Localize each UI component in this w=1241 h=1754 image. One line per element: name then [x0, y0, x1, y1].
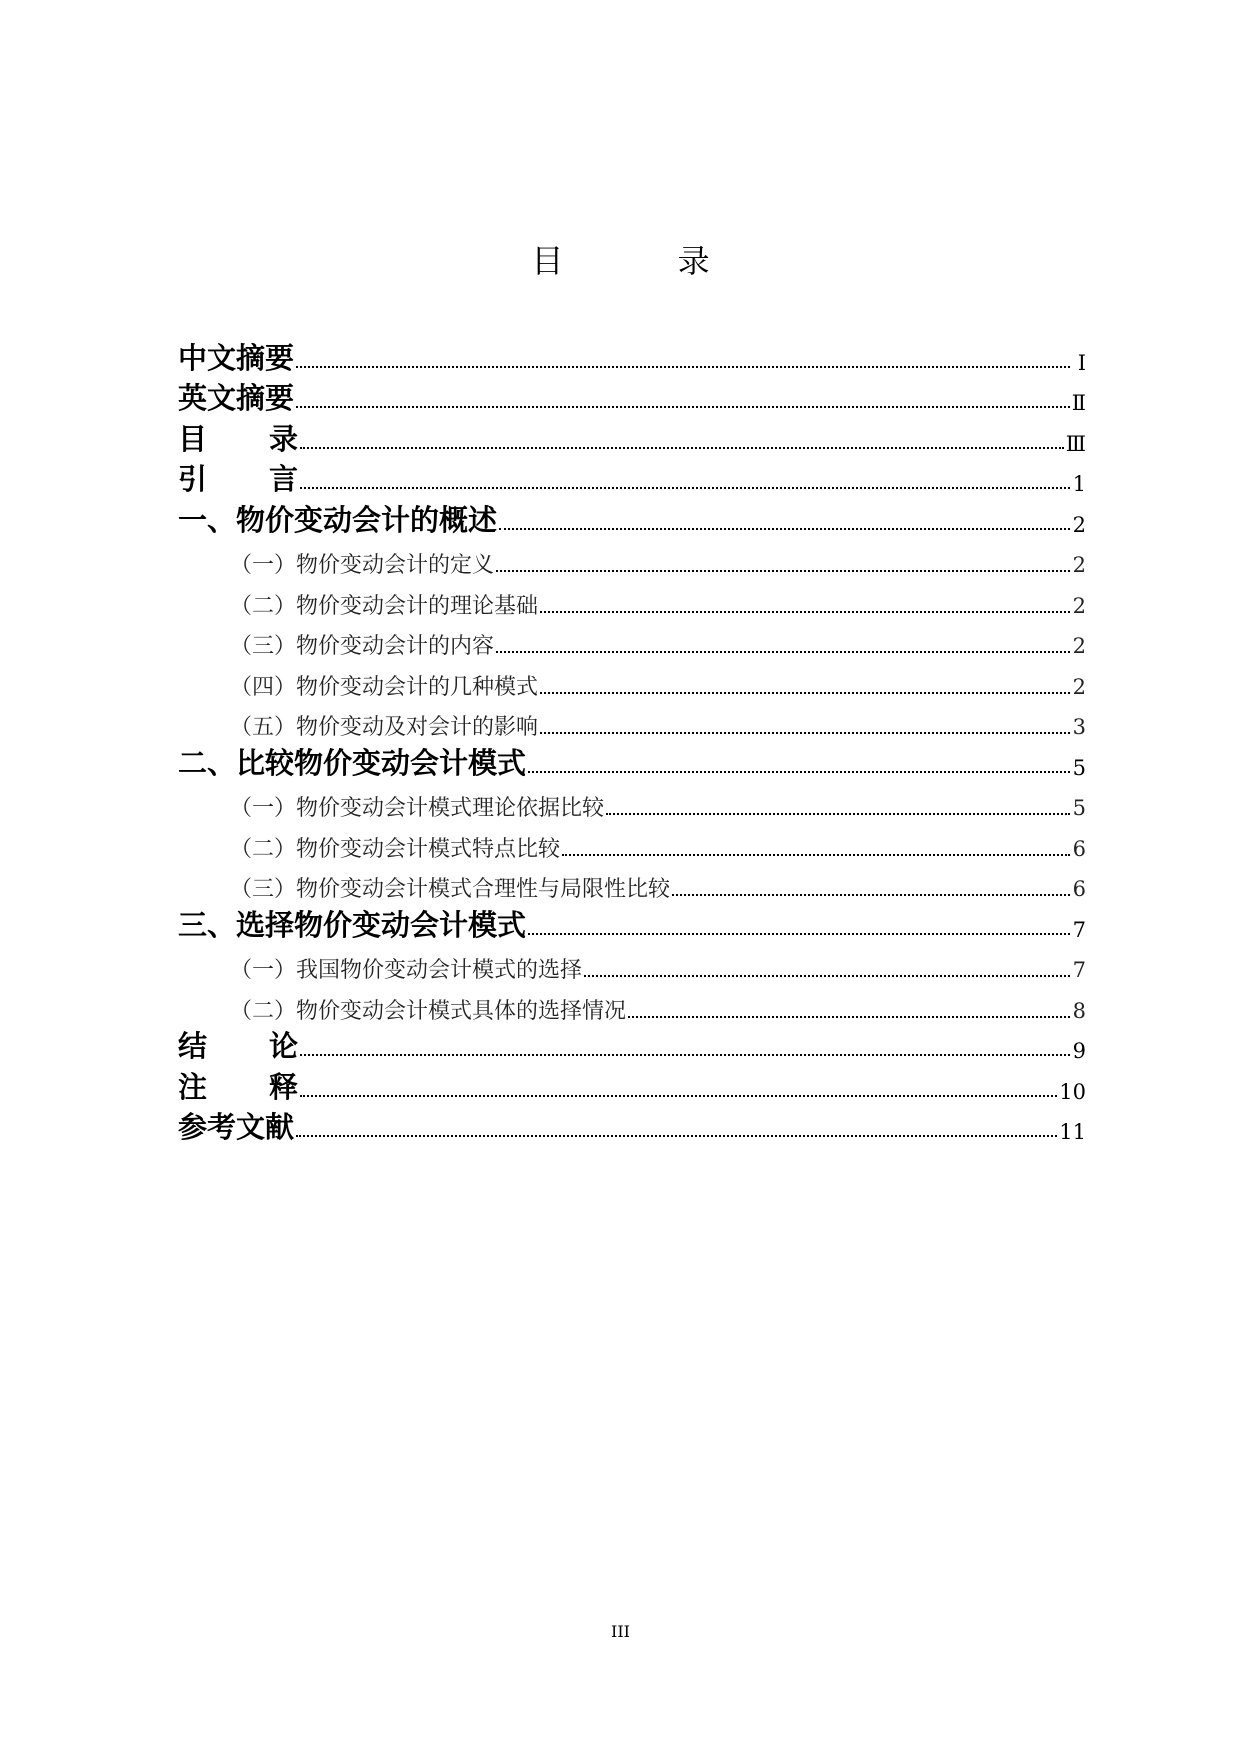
toc-entry-chapter[interactable]: [178, 498, 1086, 539]
toc-entry-label: 三、选择物价变动会计模式: [178, 907, 527, 942]
toc-entry-chapter[interactable]: [178, 417, 1086, 458]
toc-entry-label: 目 录: [178, 421, 298, 456]
toc-entry-page-number: 5: [1072, 796, 1086, 820]
toc-entry-label: 结 论: [178, 1029, 298, 1063]
toc-entry-page-number: 11: [1059, 1120, 1086, 1144]
toc-entry-label: 引 言: [178, 462, 298, 496]
toc-entry-label: 英文摘要: [178, 381, 295, 415]
toc-entry-section[interactable]: [178, 782, 1086, 823]
toc-entry-page-number: 5: [1072, 755, 1086, 780]
dot-leader: [300, 1095, 1057, 1097]
toc-entry-label: 注 释: [178, 1069, 298, 1104]
page-number-footer: III: [611, 1622, 630, 1641]
dot-leader: [672, 894, 1070, 896]
toc-entry-section[interactable]: [178, 660, 1086, 701]
toc-entry-label: （三）物价变动会计模式合理性与局限性比较: [230, 877, 671, 902]
toc-entry-label: 二、比较物价变动会计模式: [178, 745, 527, 780]
dot-leader: [528, 933, 1070, 935]
toc-entry-page-number: Ⅰ: [1077, 350, 1086, 375]
toc-entry-section[interactable]: [178, 863, 1086, 904]
dot-leader: [499, 528, 1070, 530]
toc-entry-section[interactable]: [178, 579, 1086, 620]
toc-entry-label: （一）物价变动会计的定义: [230, 553, 495, 578]
toc-entry-page-number: 7: [1072, 917, 1086, 942]
toc-entry-section[interactable]: [178, 984, 1086, 1025]
toc-entry-chapter[interactable]: [178, 377, 1086, 418]
toc-entry-page-number: 2: [1072, 593, 1086, 618]
dot-leader: [540, 611, 1070, 613]
dot-leader: [296, 406, 1070, 408]
toc-entry-page-number: 2: [1072, 634, 1086, 658]
toc-entry-chapter[interactable]: [178, 1025, 1086, 1066]
toc-entry-page-number: 6: [1072, 836, 1086, 861]
dot-leader: [540, 732, 1070, 734]
toc-entry-section[interactable]: [178, 539, 1086, 580]
dot-leader: [628, 1016, 1070, 1018]
toc-entry-label: 参考文献: [178, 1110, 295, 1144]
toc-entry-section[interactable]: [178, 701, 1086, 742]
toc-entry-chapter[interactable]: [178, 903, 1086, 944]
toc-entry-page-number: 7: [1072, 958, 1086, 982]
toc-entry-page-number: 3: [1072, 715, 1086, 739]
toc-entry-label: （四）物价变动会计的几种模式: [230, 674, 539, 700]
toc-entry-label: （二）物价变动会计模式具体的选择情况: [230, 998, 627, 1024]
toc-entry-page-number: 2: [1072, 553, 1086, 577]
toc-entry-chapter[interactable]: [178, 336, 1086, 377]
page-title: 目 录: [531, 242, 762, 280]
toc-entry-label: （五）物价变动及对会计的影响: [230, 715, 539, 740]
dot-leader: [300, 447, 1064, 449]
toc-entry-page-number: 2: [1072, 512, 1086, 537]
dot-leader: [300, 1054, 1070, 1056]
dot-leader: [296, 1135, 1057, 1137]
toc-entry-label: （一）我国物价变动会计模式的选择: [230, 958, 583, 983]
toc-entry-page-number: 1: [1072, 472, 1086, 496]
toc-entry-chapter[interactable]: [178, 458, 1086, 499]
toc-entry-label: （二）物价变动会计的理论基础: [230, 593, 539, 619]
toc-entry-chapter[interactable]: [178, 1065, 1086, 1106]
dot-leader: [496, 570, 1070, 572]
toc-entry-section[interactable]: [178, 620, 1086, 661]
toc-entry-label: 中文摘要: [178, 340, 295, 375]
toc-entry-section[interactable]: [178, 944, 1086, 985]
toc-entry-chapter[interactable]: [178, 741, 1086, 782]
toc-entry-label: 一、物价变动会计的概述: [178, 502, 498, 537]
table-of-contents: [178, 336, 1086, 1146]
toc-entry-page-number: 9: [1072, 1039, 1086, 1063]
toc-entry-page-number: 8: [1072, 998, 1086, 1023]
toc-entry-page-number: Ⅲ: [1065, 431, 1086, 456]
dot-leader: [496, 651, 1070, 653]
toc-entry-page-number: 6: [1072, 877, 1086, 901]
toc-entry-chapter[interactable]: [178, 1106, 1086, 1147]
dot-leader: [300, 487, 1070, 489]
toc-entry-label: （三）物价变动会计的内容: [230, 634, 495, 659]
dot-leader: [296, 366, 1070, 368]
dot-leader: [562, 854, 1070, 856]
toc-entry-page-number: Ⅱ: [1071, 391, 1086, 415]
toc-entry-section[interactable]: [178, 822, 1086, 863]
toc-entry-label: （二）物价变动会计模式特点比较: [230, 836, 561, 862]
toc-entry-page-number: 2: [1072, 674, 1086, 699]
dot-leader: [528, 771, 1070, 773]
dot-leader: [540, 692, 1070, 694]
dot-leader: [584, 975, 1070, 977]
dot-leader: [606, 813, 1070, 815]
toc-entry-page-number: 10: [1059, 1079, 1086, 1104]
toc-entry-label: （一）物价变动会计模式理论依据比较: [230, 796, 605, 821]
